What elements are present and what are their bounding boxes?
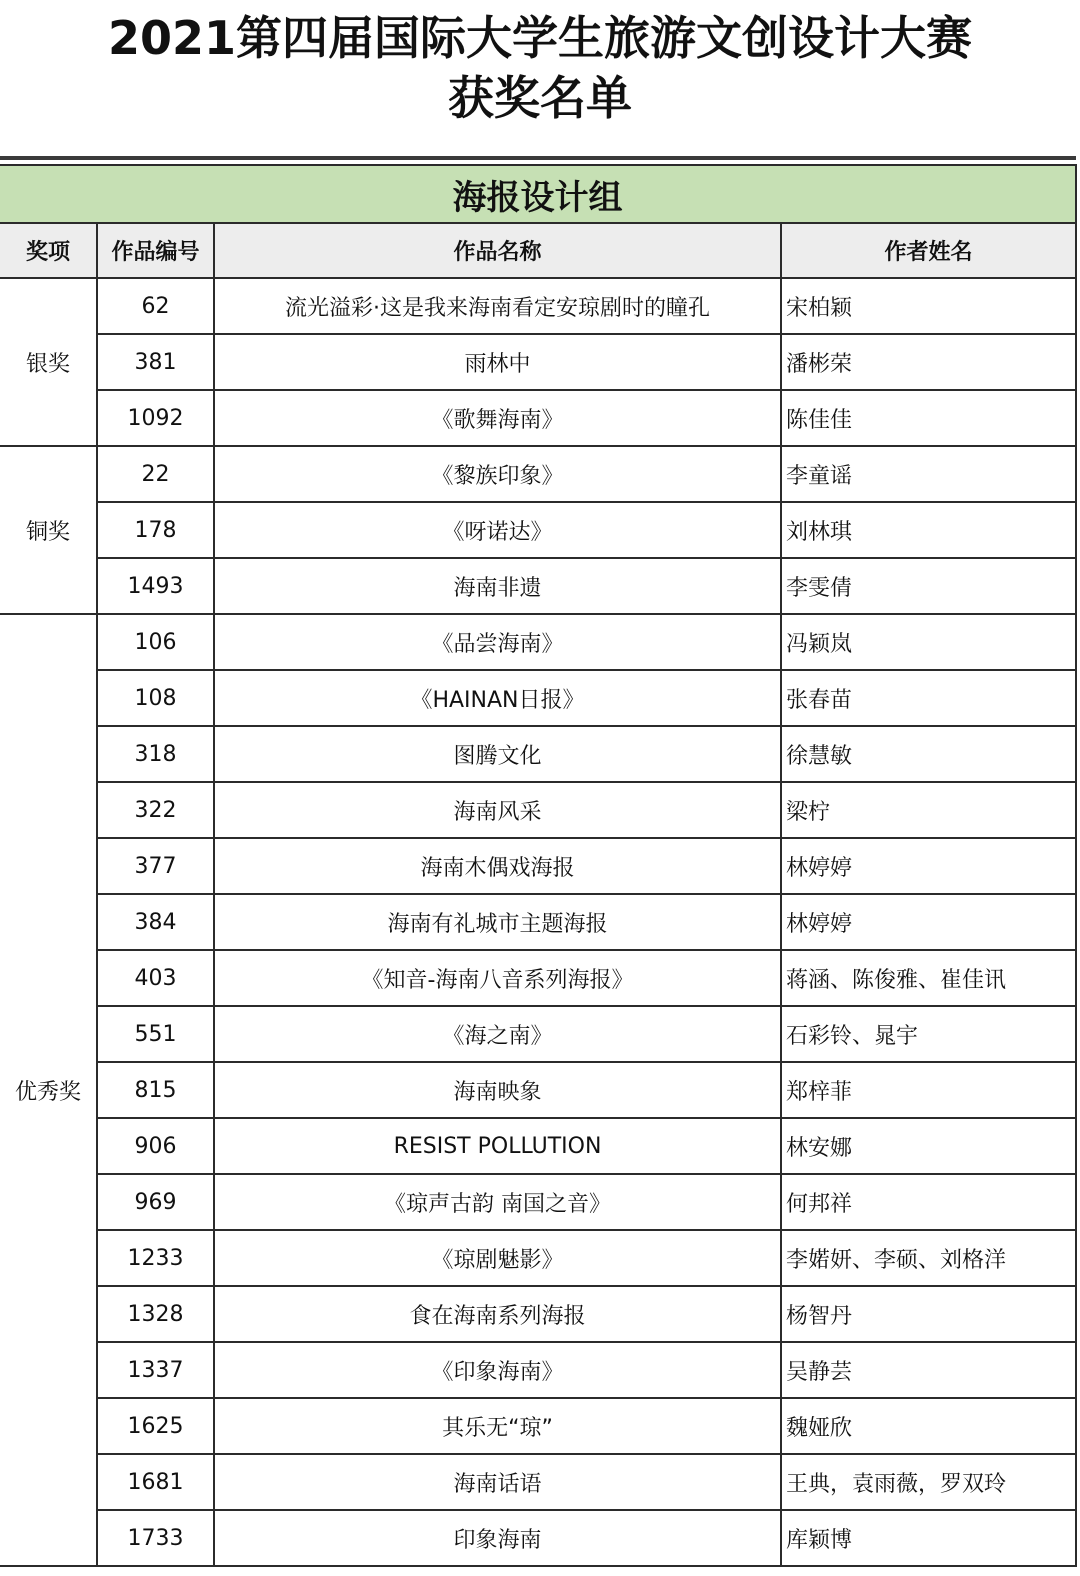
table-row xyxy=(0,950,1076,1006)
author-cell: 潘彬荣 xyxy=(781,334,1076,390)
author-cell: 冯颖岚 xyxy=(781,614,1076,670)
author-cell: 张春苗 xyxy=(781,670,1076,726)
work-name-cell: 海南映象 xyxy=(214,1062,781,1118)
work-id-cell: 106 xyxy=(97,614,214,670)
table-row xyxy=(0,726,1076,782)
document-title xyxy=(0,10,1080,126)
work-name-cell: 食在海南系列海报 xyxy=(214,1286,781,1342)
title-line-1: 2021第四届国际大学生旅游文创设计大赛 xyxy=(107,11,973,65)
work-id-cell: 551 xyxy=(97,1006,214,1062)
work-name-cell: 《海之南》 xyxy=(214,1006,781,1062)
table-row xyxy=(0,1510,1076,1566)
work-name-cell: 海南话语 xyxy=(214,1454,781,1510)
work-name-cell: 其乐无“琼” xyxy=(214,1398,781,1454)
work-id-cell: 1681 xyxy=(97,1454,214,1510)
table-row xyxy=(0,782,1076,838)
work-id-cell: 1233 xyxy=(97,1230,214,1286)
work-id-cell: 1493 xyxy=(97,558,214,614)
work-id-cell: 906 xyxy=(97,1118,214,1174)
author-cell: 库颖博 xyxy=(781,1510,1076,1566)
author-cell: 刘林琪 xyxy=(781,502,1076,558)
table-row xyxy=(0,838,1076,894)
table-row xyxy=(0,1062,1076,1118)
author-cell: 李婼妍、李硕、刘格洋 xyxy=(781,1230,1076,1286)
work-id-cell: 1092 xyxy=(97,390,214,446)
author-cell: 吴静芸 xyxy=(781,1342,1076,1398)
work-name-cell: 《琼声古韵 南国之音》 xyxy=(214,1174,781,1230)
work-id-cell: 318 xyxy=(97,726,214,782)
work-id-cell: 381 xyxy=(97,334,214,390)
work-id-cell: 1733 xyxy=(97,1510,214,1566)
table-row xyxy=(0,1454,1076,1510)
header-row xyxy=(0,223,1076,278)
work-name-cell: 海南风采 xyxy=(214,782,781,838)
work-name-cell: 《知音-海南八音系列海报》 xyxy=(214,950,781,1006)
table-row xyxy=(0,894,1076,950)
author-cell: 陈佳佳 xyxy=(781,390,1076,446)
work-name-cell: 海南非遗 xyxy=(214,558,781,614)
work-name-cell: 海南木偶戏海报 xyxy=(214,838,781,894)
work-name-cell: 《歌舞海南》 xyxy=(214,390,781,446)
table-row xyxy=(0,1174,1076,1230)
award-table xyxy=(0,164,1077,1567)
group-row xyxy=(0,165,1076,223)
work-name-cell: 《呀诺达》 xyxy=(214,502,781,558)
header-award: 奖项 xyxy=(0,223,97,278)
header-author: 作者姓名 xyxy=(781,223,1076,278)
work-name-cell: 海南有礼城市主题海报 xyxy=(214,894,781,950)
header-work-name: 作品名称 xyxy=(214,223,781,278)
table-row xyxy=(0,670,1076,726)
table-row xyxy=(0,278,1076,334)
table-row xyxy=(0,558,1076,614)
work-id-cell: 403 xyxy=(97,950,214,1006)
author-cell: 杨智丹 xyxy=(781,1286,1076,1342)
work-name-cell: 《琼剧魅影》 xyxy=(214,1230,781,1286)
author-cell: 徐慧敏 xyxy=(781,726,1076,782)
title-divider xyxy=(0,156,1076,160)
work-id-cell: 108 xyxy=(97,670,214,726)
table-row xyxy=(0,1118,1076,1174)
work-id-cell: 384 xyxy=(97,894,214,950)
work-name-cell: 《品尝海南》 xyxy=(214,614,781,670)
title-line-2: 获奖名单 xyxy=(448,71,632,125)
author-cell: 蒋涵、陈俊雅、崔佳讯 xyxy=(781,950,1076,1006)
work-id-cell: 1337 xyxy=(97,1342,214,1398)
author-cell: 林婷婷 xyxy=(781,894,1076,950)
table-row xyxy=(0,334,1076,390)
work-name-cell: 印象海南 xyxy=(214,1510,781,1566)
author-cell: 王典，袁雨薇，罗双玲 xyxy=(781,1454,1076,1510)
author-cell: 梁柠 xyxy=(781,782,1076,838)
author-cell: 何邦祥 xyxy=(781,1174,1076,1230)
table-row xyxy=(0,1006,1076,1062)
work-id-cell: 815 xyxy=(97,1062,214,1118)
author-cell: 李童谣 xyxy=(781,446,1076,502)
table-row xyxy=(0,1286,1076,1342)
work-id-cell: 377 xyxy=(97,838,214,894)
work-name-cell: 雨林中 xyxy=(214,334,781,390)
work-name-cell: 图腾文化 xyxy=(214,726,781,782)
author-cell: 林婷婷 xyxy=(781,838,1076,894)
award-cell: 优秀奖 xyxy=(0,614,97,1566)
table-row xyxy=(0,446,1076,502)
work-name-cell: 《印象海南》 xyxy=(214,1342,781,1398)
group-name: 海报设计组 xyxy=(0,165,1076,223)
work-id-cell: 22 xyxy=(97,446,214,502)
table-row xyxy=(0,502,1076,558)
author-cell: 石彩铃、晁宇 xyxy=(781,1006,1076,1062)
award-cell: 铜奖 xyxy=(0,446,97,614)
work-name-cell: 《黎族印象》 xyxy=(214,446,781,502)
header-work-id: 作品编号 xyxy=(97,223,214,278)
table-row xyxy=(0,614,1076,670)
author-cell: 李雯倩 xyxy=(781,558,1076,614)
work-id-cell: 1625 xyxy=(97,1398,214,1454)
author-cell: 宋柏颖 xyxy=(781,278,1076,334)
work-name-cell: 流光溢彩·这是我来海南看定安琼剧时的瞳孔 xyxy=(214,278,781,334)
award-cell: 银奖 xyxy=(0,278,97,446)
table-row xyxy=(0,1230,1076,1286)
table-row xyxy=(0,1398,1076,1454)
work-id-cell: 1328 xyxy=(97,1286,214,1342)
table-row xyxy=(0,1342,1076,1398)
author-cell: 林安娜 xyxy=(781,1118,1076,1174)
work-id-cell: 62 xyxy=(97,278,214,334)
work-id-cell: 322 xyxy=(97,782,214,838)
author-cell: 魏娅欣 xyxy=(781,1398,1076,1454)
work-id-cell: 969 xyxy=(97,1174,214,1230)
table-row xyxy=(0,390,1076,446)
work-id-cell: 178 xyxy=(97,502,214,558)
work-name-cell: RESIST POLLUTION xyxy=(214,1118,781,1174)
author-cell: 郑梓菲 xyxy=(781,1062,1076,1118)
work-name-cell: 《HAINAN日报》 xyxy=(214,670,781,726)
